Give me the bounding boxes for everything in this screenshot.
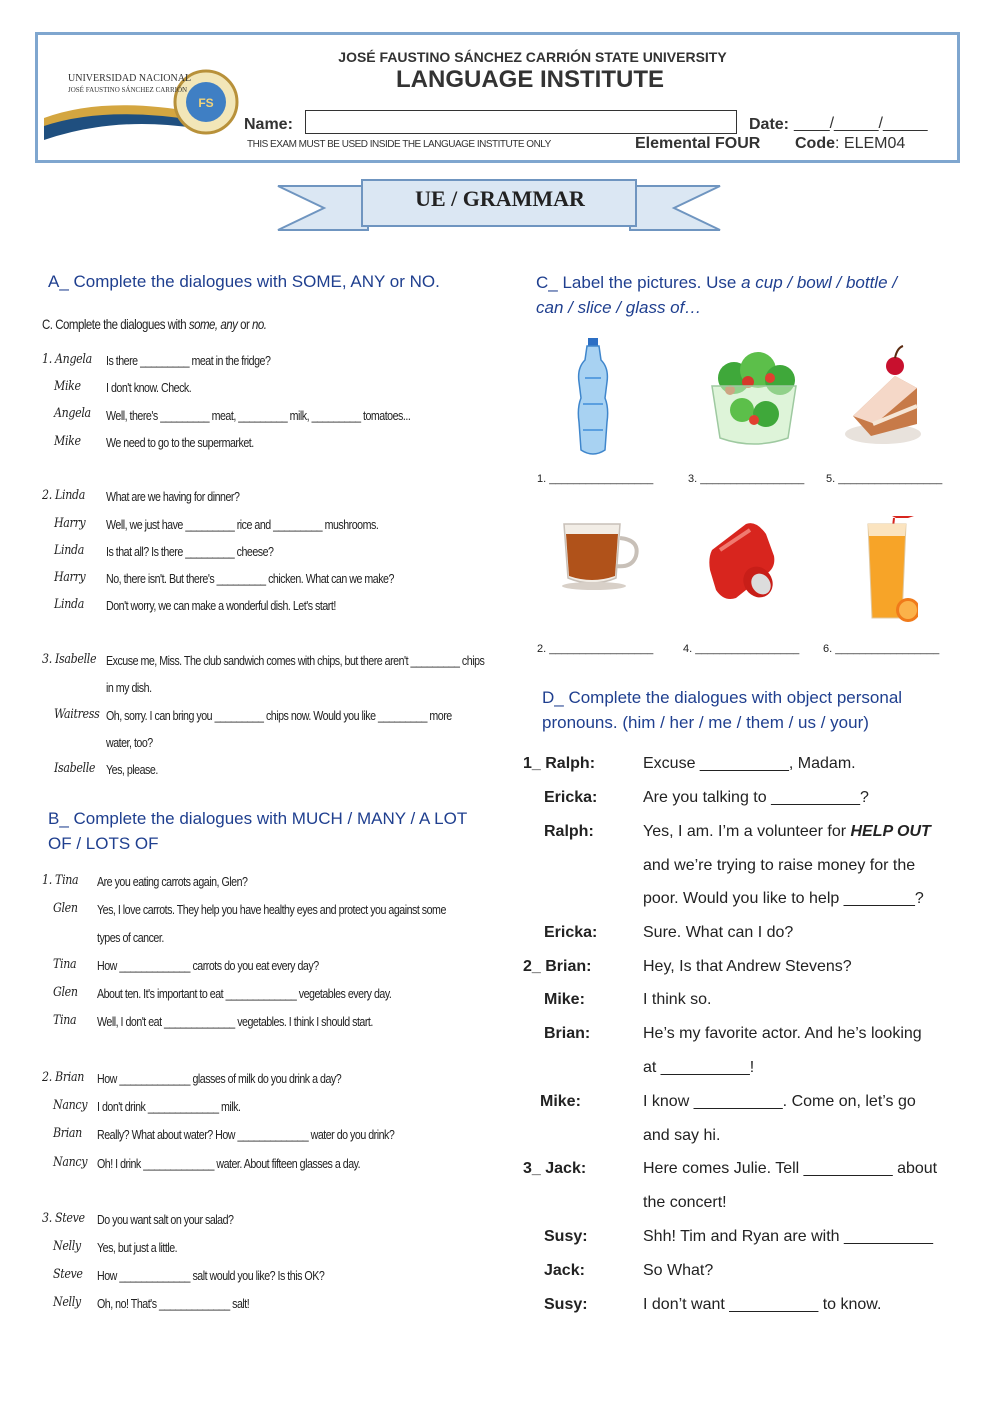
dialogue-line: Don't worry, we can make a wonderful dish. Let's start! bbox=[106, 598, 336, 613]
speaker: 3_ Jack: bbox=[523, 1160, 587, 1177]
speaker: 2_ Brian: bbox=[523, 958, 592, 975]
speaker: Glen bbox=[53, 901, 78, 916]
speaker: 2. Brian bbox=[42, 1070, 84, 1085]
help-out-emphasis: HELP OUT bbox=[850, 823, 931, 840]
speaker: 1. Angela bbox=[42, 352, 92, 367]
section-c-title-pre: C_ Label the pictures. Use bbox=[536, 273, 742, 292]
speaker: Mike bbox=[54, 379, 81, 394]
section-d-title-line1: D_ Complete the dialogues with object personal bbox=[542, 688, 903, 707]
dialogue-line: Are you talking to __________? bbox=[643, 789, 869, 806]
dialogue-line: How _____________ carrots do you eat every day? bbox=[97, 958, 319, 973]
picture-label-4[interactable]: 4. _________________ bbox=[683, 643, 800, 655]
subtitle-pre: C. Complete the dialogues with bbox=[42, 316, 189, 332]
dialogue-line: and say hi. bbox=[643, 1127, 721, 1144]
dialogue-line: So What? bbox=[643, 1262, 714, 1279]
dialogue-line: I know __________. Come on, let’s go bbox=[643, 1093, 916, 1110]
logo-text-line2: JOSÉ FAUSTINO SÁNCHEZ CARRIÓN bbox=[68, 86, 188, 94]
speaker: Harry bbox=[54, 570, 86, 585]
dialogue-text: Yes, I am. I’m a volunteer for bbox=[643, 823, 851, 840]
speaker: Steve bbox=[53, 1267, 83, 1282]
speaker: Waitress bbox=[54, 707, 100, 722]
dialogue-line: No, there isn't. But there's _________ chicken. What can we make? bbox=[106, 571, 394, 586]
speaker: Mike: bbox=[544, 991, 585, 1008]
speaker: Tina bbox=[53, 1013, 77, 1028]
dialogue-line: Is there _________ meat in the fridge? bbox=[106, 353, 271, 368]
dialogue-line: poor. Would you like to help ________? bbox=[643, 890, 924, 907]
dialogue-line: Oh! I drink _____________ water. About fifteen glasses a day. bbox=[97, 1156, 361, 1171]
dialogue-line: Sure. What can I do? bbox=[643, 924, 794, 941]
date-field[interactable]: ____/_____/_____ bbox=[794, 115, 928, 132]
speaker: Ericka: bbox=[544, 789, 598, 806]
exam-notice: THIS EXAM MUST BE USED INSIDE THE LANGUAGE INSTITUTE ONLY bbox=[247, 139, 551, 150]
speaker: Nancy bbox=[53, 1098, 88, 1113]
exam-code bbox=[795, 135, 905, 153]
picture-label-5[interactable]: 5. _________________ bbox=[826, 473, 943, 485]
speaker: Susy: bbox=[544, 1228, 588, 1245]
section-c-title-line2 bbox=[536, 295, 701, 320]
speaker: Angela bbox=[54, 406, 91, 421]
code-label: Code bbox=[795, 135, 835, 152]
dialogue-line: Excuse __________, Madam. bbox=[643, 755, 856, 772]
section-b-title-line1: B_ Complete the dialogues with MUCH / MANY / A LOT bbox=[48, 809, 468, 828]
subtitle-mid: or bbox=[237, 316, 252, 332]
speaker: Tina bbox=[53, 957, 77, 972]
speaker: 1. Tina bbox=[42, 873, 79, 888]
dialogue-line: in my dish. bbox=[106, 680, 152, 695]
salad-bowl-picture bbox=[708, 350, 800, 450]
picture-label-3[interactable]: 3. _________________ bbox=[688, 473, 805, 485]
picture-label-1[interactable]: 1. _________________ bbox=[537, 473, 654, 485]
speaker: Mike: bbox=[540, 1093, 581, 1110]
dialogue-line: Are you eating carrots again, Glen? bbox=[97, 874, 248, 889]
dialogue-line: Yes, please. bbox=[106, 762, 158, 777]
section-a-title: A_ Complete the dialogues with SOME, ANY or NO. bbox=[48, 272, 440, 291]
dialogue-line: How _____________ glasses of milk do you drink a day? bbox=[97, 1071, 342, 1086]
picture-label-2[interactable]: 2. _________________ bbox=[537, 643, 654, 655]
date-label: Date: bbox=[749, 116, 790, 133]
logo-text-line1: UNIVERSIDAD NACIONAL bbox=[68, 73, 192, 84]
speaker: Jack: bbox=[544, 1262, 585, 1279]
section-c-title bbox=[536, 270, 897, 295]
dialogue-line: Excuse me, Miss. The club sandwich comes with chips, but there aren't _________ chips bbox=[106, 653, 485, 668]
water-bottle-picture bbox=[575, 338, 611, 458]
dialogue-line bbox=[643, 823, 931, 841]
dialogue-line: I don’t want __________ to know. bbox=[643, 1296, 882, 1313]
dialogue-line: water, too? bbox=[106, 735, 153, 750]
speaker: Susy: bbox=[544, 1296, 588, 1313]
section-a-subtitle bbox=[42, 316, 266, 332]
speaker: Ralph: bbox=[544, 823, 594, 840]
speaker: Nancy bbox=[53, 1155, 88, 1170]
speaker: Mike bbox=[54, 434, 81, 449]
dialogue-line: I think so. bbox=[643, 991, 712, 1008]
subtitle-em: some, any bbox=[188, 316, 238, 332]
dialogue-line: at __________! bbox=[643, 1059, 755, 1076]
dialogue-line: Really? What about water? How _____________ water do you drink? bbox=[97, 1127, 395, 1142]
svg-text:FS: FS bbox=[198, 96, 214, 110]
section-c-title-em2: can / slice / glass of… bbox=[536, 298, 702, 317]
dialogue-line: I don't know. Check. bbox=[106, 380, 192, 395]
dialogue-line: types of cancer. bbox=[97, 930, 164, 945]
name-field[interactable] bbox=[305, 110, 737, 134]
dialogue-line: Is that all? Is there _________ cheese? bbox=[106, 544, 274, 559]
speaker: Nelly bbox=[53, 1295, 81, 1310]
dialogue-line: Yes, but just a little. bbox=[97, 1240, 178, 1255]
dialogue-line: and we’re trying to raise money for the bbox=[643, 857, 916, 874]
section-b-title-line2: OF / LOTS OF bbox=[48, 834, 159, 853]
dialogue-line: Oh, sorry. I can bring you _________ chips now. Would you like _________ more bbox=[106, 708, 452, 723]
section-c-title-em1: a cup / bowl / bottle / bbox=[741, 273, 897, 292]
code-value: : ELEM04 bbox=[835, 135, 906, 152]
section-d-title-line2: pronouns. (him / her / me / them / us / your) bbox=[542, 713, 869, 732]
dialogue-line: Shh! Tim and Ryan are with __________ bbox=[643, 1228, 933, 1245]
dialogue-line: Well, there's _________ meat, _________ milk, _________ tomatoes... bbox=[106, 408, 411, 423]
soda-can-picture bbox=[706, 520, 778, 602]
subtitle-em2: no. bbox=[251, 316, 267, 332]
speaker: Brian bbox=[53, 1126, 82, 1141]
speaker: Ericka: bbox=[544, 924, 598, 941]
dialogue-line: Oh, no! That's _____________ salt! bbox=[97, 1296, 250, 1311]
name-label: Name: bbox=[244, 116, 293, 133]
speaker: 3. Isabelle bbox=[42, 652, 97, 667]
speaker: Linda bbox=[54, 543, 84, 558]
speaker: Glen bbox=[53, 985, 78, 1000]
dialogue-line: Well, I don't eat _____________ vegetables. I think I should start. bbox=[97, 1014, 373, 1029]
dialogue-line: About ten. It's important to eat _____________ vegetables every day. bbox=[97, 986, 392, 1001]
dialogue-line: Do you want salt on your salad? bbox=[97, 1212, 234, 1227]
dialogue-line: the concert! bbox=[643, 1194, 727, 1211]
institute-name: LANGUAGE INSTITUTE bbox=[396, 66, 664, 93]
speaker: 3. Steve bbox=[42, 1211, 85, 1226]
exam-level: Elemental FOUR bbox=[635, 135, 761, 152]
speaker: 2. Linda bbox=[42, 488, 85, 503]
dialogue-line: What are we having for dinner? bbox=[106, 489, 240, 504]
banner-title: UE / GRAMMAR bbox=[415, 186, 585, 211]
speaker: Isabelle bbox=[54, 761, 96, 776]
cake-slice-picture bbox=[843, 344, 923, 448]
university-name: JOSÉ FAUSTINO SÁNCHEZ CARRIÓN STATE UNIVERSITY bbox=[338, 49, 727, 65]
dialogue-line: Yes, I love carrots. They help you have healthy eyes and protect you against some bbox=[97, 902, 446, 917]
dialogue-line: I don't drink _____________ milk. bbox=[97, 1099, 241, 1114]
speaker: 1_ Ralph: bbox=[523, 755, 596, 772]
dialogue-line: Here comes Julie. Tell __________ about bbox=[643, 1160, 938, 1177]
dialogue-line: How _____________ salt would you like? Is this OK? bbox=[97, 1268, 325, 1283]
juice-glass-picture bbox=[856, 514, 918, 624]
dialogue-line: He’s my favorite actor. And he’s looking bbox=[643, 1025, 922, 1042]
picture-label-6[interactable]: 6. _________________ bbox=[823, 643, 940, 655]
dialogue-line: Hey, Is that Andrew Stevens? bbox=[643, 958, 852, 975]
dialogue-line: Well, we just have _________ rice and _________ mushrooms. bbox=[106, 517, 379, 532]
dialogue-line: We need to go to the supermarket. bbox=[106, 435, 254, 450]
speaker: Nelly bbox=[53, 1239, 81, 1254]
speaker: Linda bbox=[54, 597, 84, 612]
speaker: Harry bbox=[54, 516, 86, 531]
tea-cup-picture bbox=[556, 516, 642, 590]
speaker: Brian: bbox=[544, 1025, 591, 1042]
